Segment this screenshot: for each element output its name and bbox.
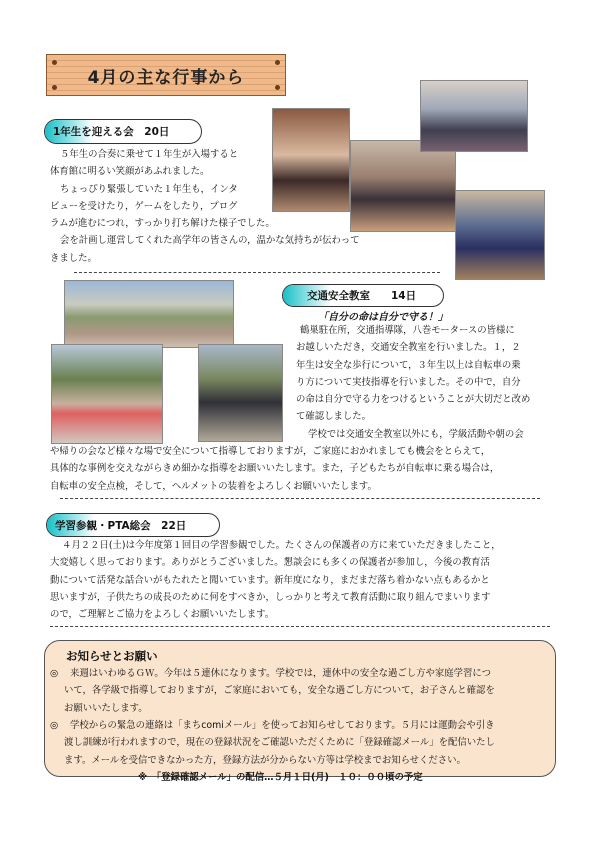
divider (50, 626, 550, 627)
event2-heading: 交通安全教室 14日 (282, 284, 444, 307)
text-line: 思いますが，子供たちの成長のために何をすべきか，しっかりと考えて教育活動に取り組んでまいります (50, 591, 491, 603)
text-line: 具体的な事例を交えながらきめ細かな指導をお願いいたします。また，子どもたちが自転車に乗る場合は， (50, 463, 500, 475)
text-line: の命は自分で守る力をつけるということが大切だと改め (296, 394, 531, 406)
text-line: ビューを受けたり，ゲームをしたり，プログ (50, 200, 238, 212)
text-line: きました。 (50, 252, 97, 264)
text-line: 動について活発な話合いがもたれたと聞いています。新年度になり，まだまだ落ち着かない点もあるかと (50, 574, 490, 586)
text-line: ５年生の合奏に乗せて１年生が入場すると (60, 149, 239, 160)
text-line: 学校からの緊急の連絡は「まちcomiメール」を使ってお知らせしております。５月には運動会や引き (70, 720, 495, 731)
text-line: 来週はいわゆるＧＷ。今年は５連休になります。学校では，連休中の安全な過ごし方や家庭学習につ (70, 668, 491, 679)
text-line: 年生は安全な歩行について，３年生以上は自転車の乗 (296, 359, 521, 371)
nail-icon (275, 85, 280, 90)
text-line: 体育館に明るい笑顔があふれました。 (50, 166, 210, 178)
event2-slogan: 「自分の命は自分で守る！」 (318, 312, 448, 323)
event2-text-right (296, 322, 530, 443)
page-title: 4月の主な行事から (87, 67, 245, 88)
text-line: や帰りの会など様々な場で安全について指導しておりますが，ご家庭におかれましても機会をとらえて， (50, 446, 491, 457)
bullet-icon: ◎ (50, 668, 59, 679)
nail-icon (52, 60, 57, 65)
text-line: ちょっぴり緊張していた１年生も，インタ (60, 183, 238, 195)
bullet-icon: ◎ (50, 720, 59, 731)
text-line: 大変嬉しく思っております。ありがとうございました。懇談会にも多くの保護者が参加し，今後の教育活 (50, 557, 490, 569)
text-line: 学校では交通安全教室以外にも，学級活動や朝の会 (308, 428, 524, 440)
text-line: ます。メールを受信できなかった方，登録方法が分からない方等は学校までお知らせください。 (64, 754, 466, 766)
text-line: り方について実技指導を行いました。その中で，自分 (296, 376, 521, 388)
text-line: ので，ご理解とご協力をよろしくお願いいたします。 (50, 609, 275, 621)
text-line: 渡し訓練が行われますので，現在の登録状況をご確認いただくために「登録確認メール」を配信いたし (64, 737, 495, 749)
divider (60, 498, 540, 499)
text-line: て確認しました。 (296, 411, 372, 423)
event2-text-wide (50, 443, 499, 495)
photo-game (350, 140, 456, 232)
text-line: 会を計画し運営してくれた高学年の皆さんの，温かな気持ちが伝わって (60, 235, 360, 247)
text-line: お願いいたします。 (64, 702, 148, 714)
notice-item-1 (50, 665, 495, 717)
text-line: お越しいただき，交通安全教室を行いました。１，２ (296, 342, 521, 354)
text-line: ４月２２日(土)は今年度第１回目の学習参観でした。たくさんの保護者の方に来ていただきましたこと， (62, 540, 501, 551)
photo-bicycle (198, 344, 283, 442)
nail-icon (52, 85, 57, 90)
photo-students (455, 190, 545, 280)
photo-walking-lesson (64, 280, 234, 348)
title-plaque (46, 54, 286, 96)
notice-heading: お知らせとお願い (66, 649, 158, 663)
notice-item-2 (50, 717, 495, 769)
event3-heading: 学習参観・PTA総会 22日 (46, 513, 220, 537)
nail-icon (275, 60, 280, 65)
notice-footnote: ※ 「登録確認メール」の配信…５月１日(月) １０：００頃の予定 (138, 772, 423, 783)
photo-crosswalk (51, 344, 163, 444)
event1-heading: 1年生を迎える会 20日 (44, 119, 202, 144)
text-line: 自転車の安全点検，そして，ヘルメットの装着をよろしくお願いいたします。 (50, 480, 377, 492)
photo-interview (272, 108, 350, 212)
text-line: 鶴巣駐在所，交通指導隊，八巻モータースの皆様に (300, 325, 515, 336)
event3-text (50, 537, 501, 623)
text-line: いて，各学級で指導しておりますが，ご家庭においても，安全な過ごし方について，お子さんと確認を (64, 685, 495, 697)
divider (74, 272, 440, 273)
text-line: ラムが進むにつれ，すっかり打ち解けた様子でした。 (50, 218, 275, 230)
photo-band (420, 80, 528, 152)
